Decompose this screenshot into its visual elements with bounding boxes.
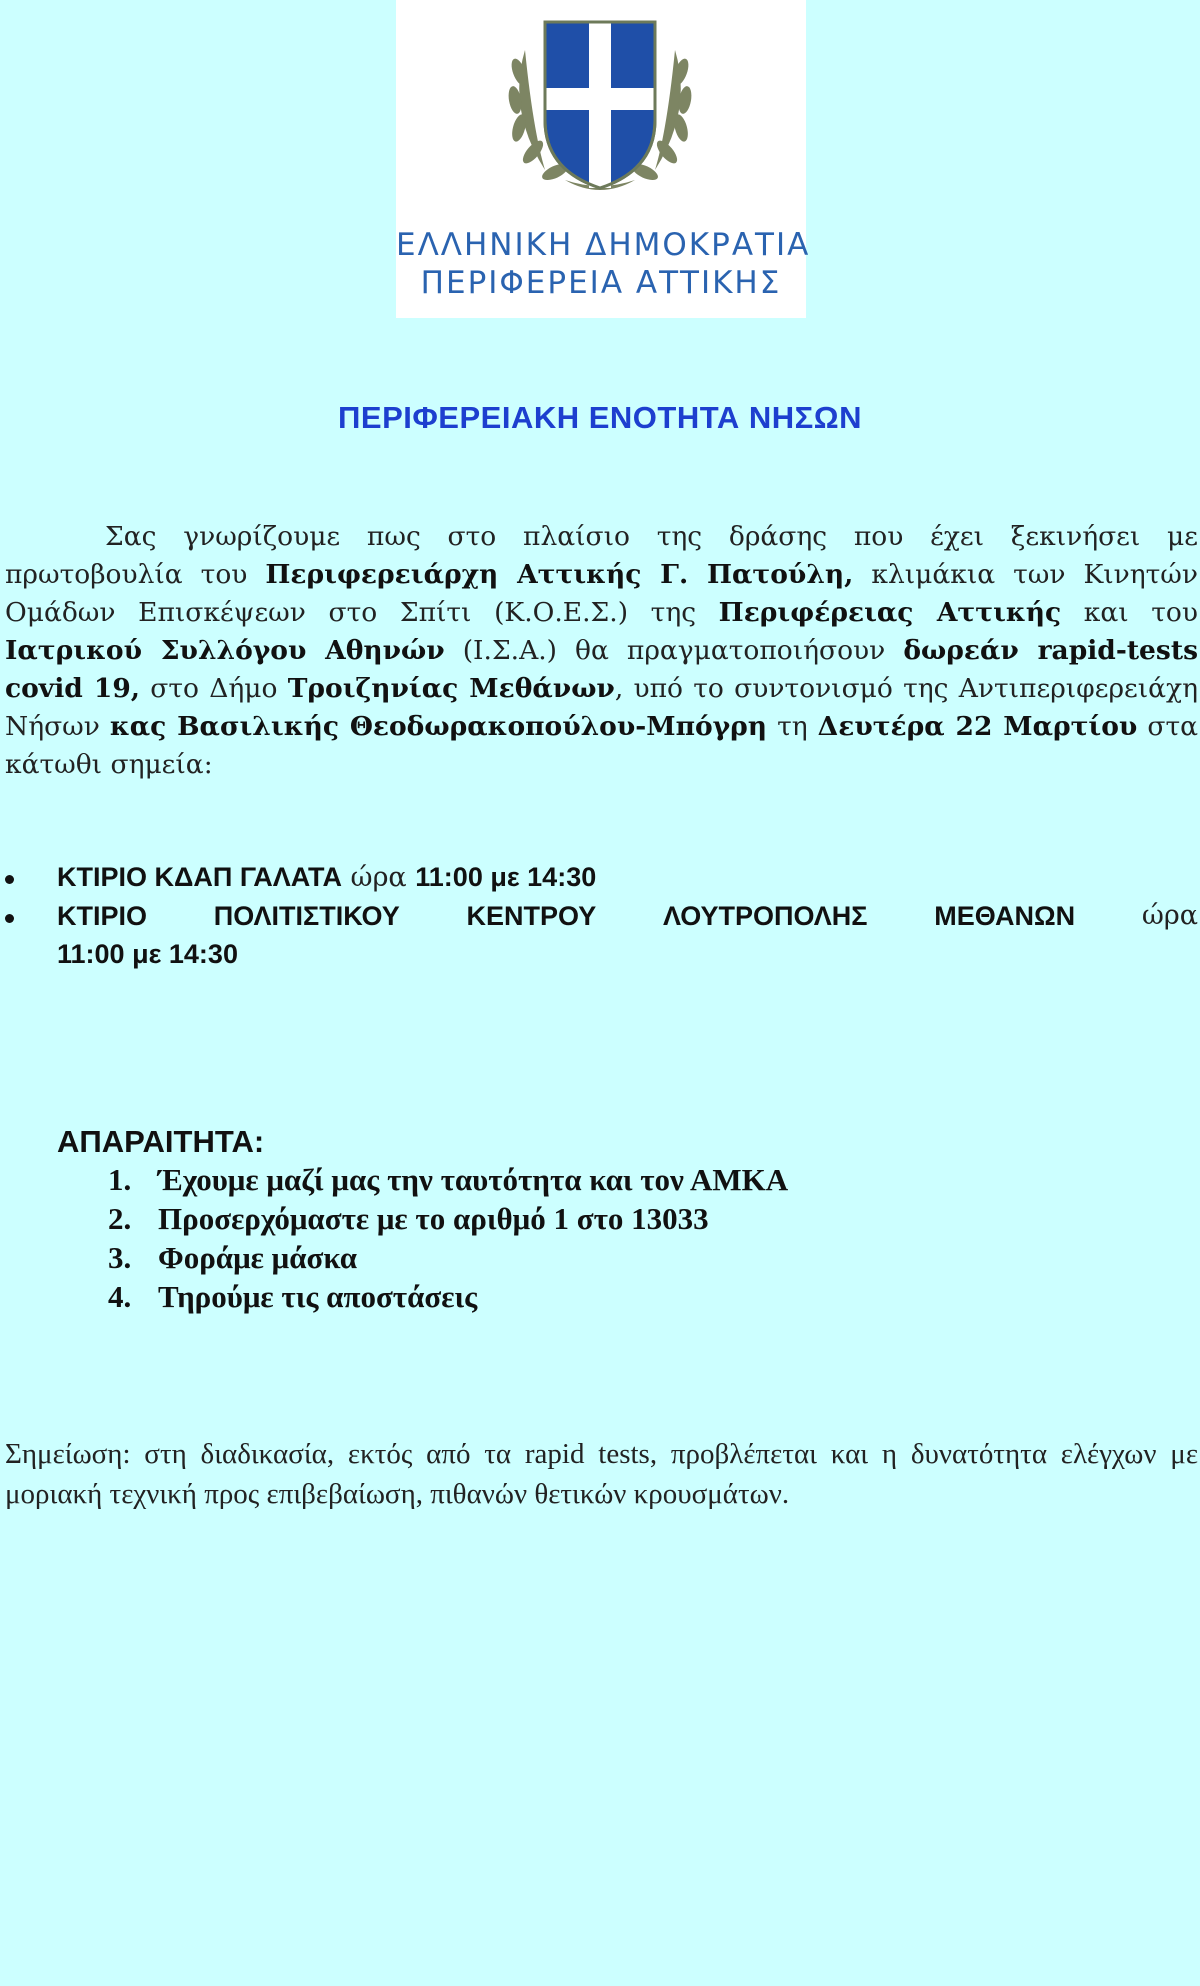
list-item: [0, 858, 1198, 897]
item-number: 2.: [108, 1201, 132, 1236]
time-word: ώρα: [350, 862, 407, 893]
note-paragraph: Σημείωση: στη διαδικασία, εκτός από τα rapid tests, προβλέπεται και η δυνατότητα ελέγχων με μοριακή τεχνική προς επιβεβαίωση, πιθανών θετικών κρουσμάτων.: [5, 1438, 1198, 1510]
location-word: ΛΟΥΤΡΟΠΟΛΗΣ: [662, 901, 868, 931]
item-text: Προσερχόμαστε με το αριθμό 1 στο 13033: [158, 1201, 709, 1236]
location-time: 11:00 με 14:30: [57, 939, 238, 969]
intro-bold-2: Περιφέρειας Αττικής: [718, 597, 1062, 628]
intro-text-6: , υπό το συντονισμό της Αντιπεριφερειάχη Νήσων: [5, 673, 1198, 742]
bullet-icon: [5, 914, 14, 923]
item-number: 1.: [108, 1162, 132, 1197]
greek-coat-of-arms-icon: [485, 10, 715, 210]
intro-text-7: τη: [767, 711, 818, 742]
intro-text-2: κλιμάκια των Κινητών Ομάδων Επισκέψεων στο Σπίτι (Κ.Ο.Ε.Σ.) της: [5, 559, 1198, 628]
logo-line-1: ΕΛΛΗΝΙΚΗ ΔΗΜΟΚΡΑΤΙΑ: [396, 227, 811, 263]
intro-paragraph: [5, 518, 1198, 784]
intro-text-4: (Ι.Σ.Α.) θα πραγματοποιήσουν: [444, 635, 904, 666]
list-item: [108, 1199, 788, 1238]
location-name: ΚΤΙΡΙΟ ΚΔΑΠ ΓΑΛΑΤΑ: [57, 862, 342, 892]
requirements-title: ΑΠΑΡΑΙΤΗΤΑ:: [57, 1124, 265, 1159]
intro-bold-7: Δευτέρα 22 Μαρτίου: [817, 711, 1138, 742]
intro-bold-3: Ιατρικού Συλλόγου Αθηνών: [5, 635, 445, 666]
intro-text-1: Σας γνωρίζουμε πως στο πλαίσιο της δράσης που έχει ξεκινήσει με πρωτοβουλία του: [5, 521, 1198, 590]
time-word: ώρα: [1141, 900, 1198, 931]
list-item: [108, 1277, 788, 1316]
intro-bold-4: δωρεάν rapid-tests covid 19,: [5, 635, 1198, 704]
intro-bold-6: κας Βασιλικής Θεοδωρακοπούλου-Μπόγρη: [109, 711, 768, 742]
item-text: Έχουμε μαζί μας την ταυτότητα και τον ΑΜΚΑ: [158, 1162, 789, 1197]
location-time: 11:00 με 14:30: [415, 862, 597, 892]
intro-bold-1: Περιφερειάρχη Αττικής Γ. Πατούλη,: [265, 559, 854, 590]
bullet-icon: [5, 875, 14, 884]
location-word: ΜΕΘΑΝΩΝ: [934, 901, 1076, 931]
item-number: 4.: [108, 1279, 132, 1314]
list-item: [0, 897, 1198, 974]
list-item: [108, 1238, 788, 1277]
intro-text-8: στα κάτωθι σημεία:: [5, 711, 1198, 780]
intro-bold-5: Τροιζηνίας Μεθάνων: [287, 673, 615, 704]
requirements-list: [108, 1160, 788, 1316]
location-word: ΠΟΛΙΤΙΣΤΙΚΟΥ: [213, 901, 400, 931]
location-word: ΚΤΙΡΙΟ: [57, 901, 148, 931]
item-number: 3.: [108, 1240, 132, 1275]
location-word: ΚΕΝΤΡΟΥ: [466, 901, 597, 931]
intro-text-5: στο Δήμο: [139, 673, 288, 704]
page-title: ΠΕΡΙΦΕΡΕΙΑΚΗ ΕΝΟΤΗΤΑ ΝΗΣΩΝ: [338, 400, 862, 435]
logo: [396, 0, 811, 318]
locations-list: [0, 858, 1198, 974]
item-text: Φοράμε μάσκα: [158, 1240, 358, 1275]
intro-text-3: και του: [1061, 597, 1198, 628]
logo-line-2: ΠΕΡΙΦΕΡΕΙΑ ΑΤΤΙΚΗΣ: [420, 265, 782, 301]
item-text: Τηρούμε τις αποστάσεις: [158, 1279, 478, 1314]
location-line: [57, 897, 1198, 935]
list-item: [108, 1160, 788, 1199]
